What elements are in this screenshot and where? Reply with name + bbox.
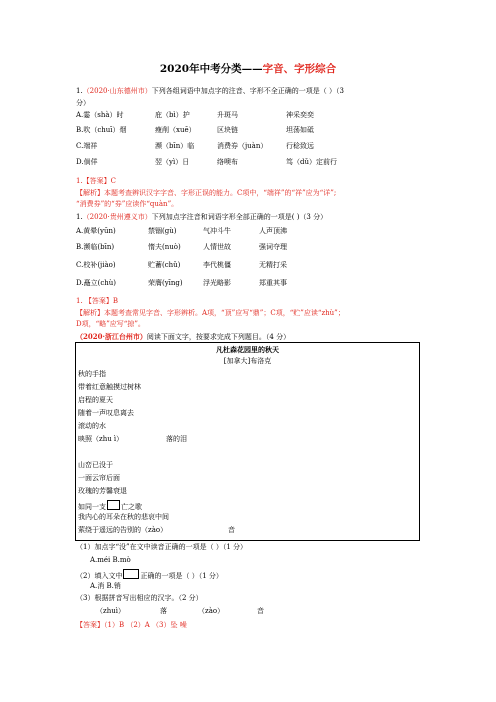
q1-a-1: A.霎（shà）时	[76, 111, 124, 119]
poem-pinyin-zhui: 映照（zhu ì）	[78, 435, 124, 443]
poem-title: 凡杜森花园里的秋天	[216, 345, 279, 354]
title-main: 2020年中考分类——	[159, 63, 263, 75]
q3-sub2-blank-box	[123, 569, 139, 579]
poem-line: 玫瑰的芳馨衰退	[78, 487, 127, 495]
q2-a-2: 禁锢(gù)	[148, 227, 177, 235]
poem-line: 启程的夏天	[78, 396, 113, 404]
q1-a-3: 升斑马	[217, 111, 238, 119]
q2-analysis-1: 【解析】本题考查常见字音、字形辨析。A项，“顶”应写“鼎”；C项，“贮”应读“zhù”；	[76, 309, 345, 317]
q2-a-1: A.黄晕(yūn)	[76, 227, 116, 235]
q2-c-4: 无精打采	[259, 261, 287, 269]
poem-line	[78, 435, 187, 444]
q1-c-1: C.端祥	[76, 142, 98, 150]
poem-pinyin-zao: 萦绕于遥远的告别的（zào）	[78, 526, 168, 534]
q3-sub3: （3）根据拼音写出相应的汉字。（2 分）	[76, 594, 203, 602]
q1-b-2: 瘦削（xuē）	[155, 126, 196, 134]
poem-line: 山峦已没于	[78, 461, 113, 469]
poem-line	[78, 526, 235, 535]
q1-b-1: B.吹（chuī）烟	[76, 126, 127, 134]
poem-line: 随着一声叹息离去	[78, 409, 134, 417]
poem-fragment-rutong: 如同一支	[78, 503, 106, 511]
q2-d-2: 荣膺(yīng)	[148, 279, 183, 287]
q2-stem	[76, 213, 327, 222]
q2-stem-text: 下列加点字注音和词语字形全部正确的一项是( )（3 分）	[151, 213, 328, 221]
q1-stem-text: 下列各组词语中加点字的注音、字形不全正确的一项是（ ）（3	[151, 87, 344, 95]
q3-sub3-yin: 音	[257, 607, 264, 615]
q3-sub3-zao: （zào）	[198, 607, 225, 615]
q2-b-2: 惰夫(nuò)	[148, 243, 181, 251]
q1-d-3: 络噢布	[217, 158, 238, 166]
q2-b-3: 人情世故	[203, 243, 231, 251]
q3-sub3-zhui: （zhuì）	[96, 607, 125, 615]
document-title	[0, 61, 496, 76]
q1-b-3: 区块链	[217, 126, 238, 134]
poem-fragment-wang: 亡之歌	[121, 503, 142, 511]
q3-stem-text: 阅读下面文字，按要求完成下列题目。（4 分）	[146, 333, 291, 341]
q1-b-4: 坦荡如砥	[286, 126, 314, 134]
q1-c-4: 行稔致远	[286, 142, 314, 150]
q1-c-2: 濒（bīn）临	[155, 142, 195, 150]
poem-line: 一面云帘后面	[78, 474, 120, 482]
q1-c-3: 消费券（juàn）	[217, 142, 268, 150]
q2-analysis-2: D项，“略”应写“掠”。	[76, 320, 145, 328]
q3-sub1-options: A.méi B.mò	[90, 556, 131, 564]
poem-line: 我内心的耳朵在秋的悲哀中间	[78, 513, 169, 521]
q3-source: （2020·浙江台州市）	[76, 332, 147, 341]
q2-answer: 1. 【答案】B	[76, 297, 119, 305]
poem-author: [加拿大]布洛克	[223, 357, 272, 365]
poem-line: 秋的手指	[78, 370, 106, 378]
q1-stem-cont: 分）	[76, 99, 90, 107]
q3-answer: 【答案】（1）B （2）A （3）坠 噪	[76, 621, 187, 629]
q2-d-3: 浮光略影	[203, 279, 231, 287]
q2-c-2: 贮蓄(chǔ)	[148, 261, 181, 269]
poem-line: 带着红意触摸过树林	[78, 383, 141, 391]
q3-sub1: （1）加点字“没”在文中读音正确的一项是（ ）（1 分）	[76, 543, 248, 551]
poem-blank-box	[107, 500, 120, 510]
q3-sub2	[76, 569, 223, 581]
q3-sub2-options: A.消 B.销	[90, 582, 121, 590]
q2-source: （2020·贵州遵义市）	[82, 213, 152, 221]
q1-analysis-1: 【解析】本题考查辨识汉字字音、字形正误的能力。C项中，“端祥”的“祥”应为“详”;	[76, 189, 337, 197]
q2-d-1: D.矗立(chù)	[76, 279, 116, 287]
poem-line	[78, 500, 142, 512]
q1-d-1: D.倘佯	[76, 158, 98, 166]
q1-answer: 1.【答案】C	[76, 177, 117, 185]
q1-analysis-2: “消费券”的“券”应读作“quàn”。	[76, 200, 179, 208]
poem-fragment-yin: 音	[228, 526, 235, 534]
q1-number: 1.	[76, 87, 83, 95]
q2-d-4: 郑重其事	[259, 279, 287, 287]
q3-sub3-luo: 落	[160, 607, 167, 615]
title-accent: 字音、字形综合	[262, 63, 337, 75]
q1-stem	[76, 87, 344, 96]
q1-a-4: 神采奕奕	[286, 111, 314, 119]
q2-c-3: 李代桃僵	[203, 261, 231, 269]
q3-sub2-text-a: （2）填入文中	[76, 572, 123, 580]
q2-a-4: 人声顶沸	[259, 227, 287, 235]
q2-a-3: 气冲斗牛	[203, 227, 231, 235]
poem-fragment-luo: 落的泪	[166, 435, 187, 443]
q1-d-2: 翌（yì）日	[155, 158, 190, 166]
q2-b-4: 强词夺理	[259, 243, 287, 251]
q1-a-2: 庇（bì）护	[155, 111, 190, 119]
q2-number: 1.	[76, 213, 83, 221]
q2-b-1: B.濒临(bīn)	[76, 243, 115, 251]
poem-line: 滚动的水	[78, 422, 106, 430]
q2-c-1: C.校补(jiào)	[76, 261, 116, 269]
q3-stem	[76, 332, 290, 342]
q1-d-4: 笃（dǔ）定前行	[286, 158, 337, 166]
q1-source: （2020·山东德州市）	[82, 87, 152, 95]
q3-sub2-text-b: 正确的一项是（ ）（1 分）	[140, 572, 223, 580]
